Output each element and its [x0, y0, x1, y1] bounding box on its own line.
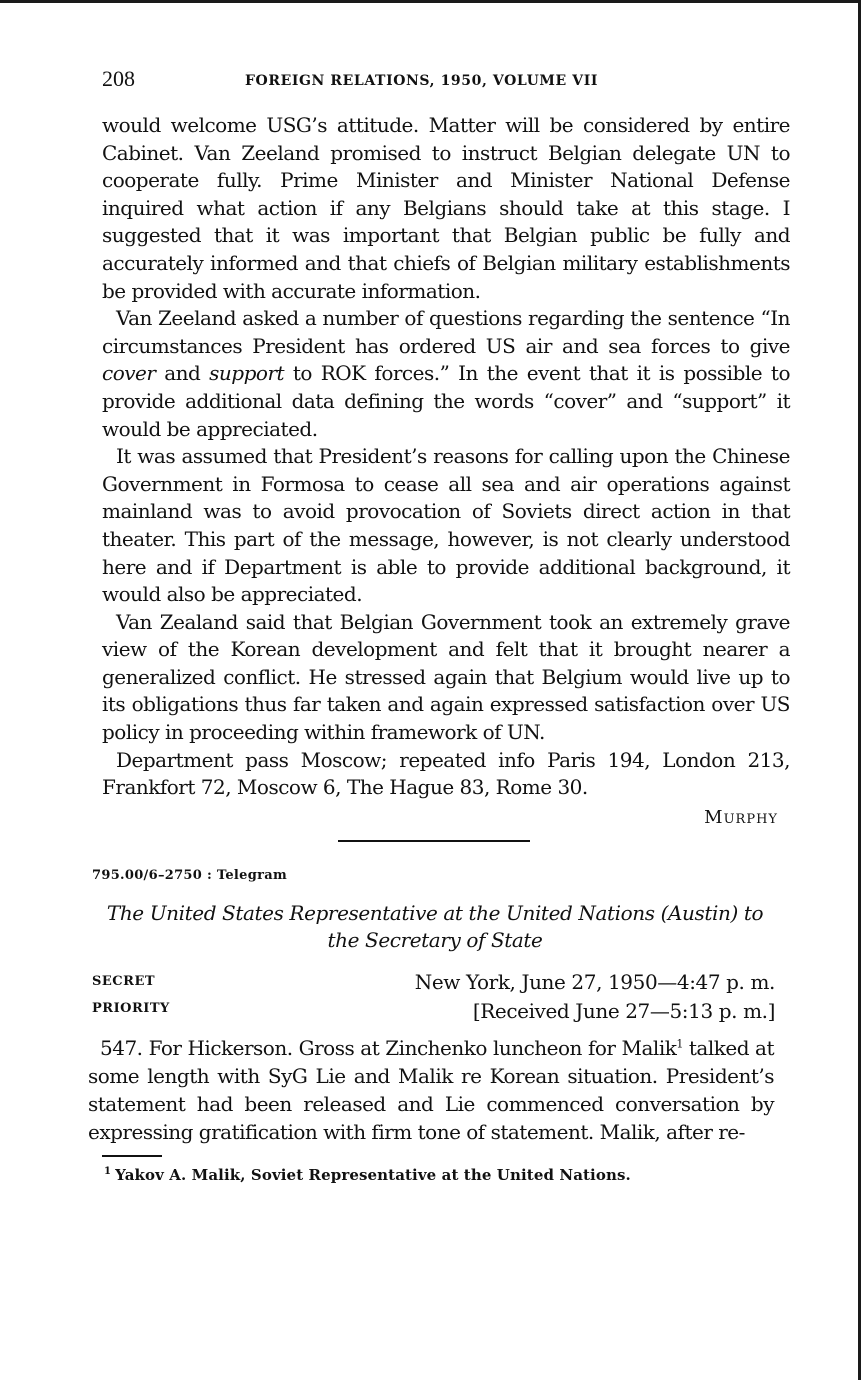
continued-text — [102, 112, 790, 831]
emphasis-cover: cover — [102, 361, 156, 386]
paragraph-text: talked at some length with SyG Lie and Malik re Korean situation. President’s statement had been released and Lie commenced conversation by expressing gratification with firm tone of statement. Malik, after re- — [88, 1036, 774, 1144]
paragraph — [102, 305, 790, 443]
precedence: PRIORITY — [92, 1001, 170, 1016]
paragraph: Van Zealand said that Belgian Government took an extremely grave view of the Korean development and felt that it brought nearer a generalized conflict. He stressed again that Belgium would live up to its obligations thus far taken and again expressed satisfaction over US policy in proceeding within framework of UN. — [102, 609, 790, 745]
emphasis-support: support — [209, 361, 285, 386]
dateline: New York, June 27, 1950—4:47 p. m. — [414, 970, 775, 994]
paragraph-text: 547. For Hickerson. Gross at Zinchenko luncheon for Malik — [100, 1036, 677, 1060]
footnote-mark: 1 — [104, 1166, 112, 1177]
section-divider — [338, 840, 530, 842]
telegram-body — [88, 1034, 774, 1146]
paragraph: It was assumed that President’s reasons for calling upon the Chinese Government in Formosa to cease all sea and air operations against mainland was to avoid provocation of Soviets direct action in that theater. This part of the message, however, is not clearly understood here and if Department is able to provide additional background, it would also be appreciated. — [102, 444, 790, 607]
document-title — [90, 900, 780, 954]
page-edge-top — [0, 0, 861, 3]
footnote-reference[interactable]: 1 — [676, 1037, 683, 1051]
classification: SECRET — [92, 974, 156, 989]
file-number: 795.00/6–2750 : Telegram — [92, 868, 288, 883]
title-line: the Secretary of State — [327, 928, 543, 952]
page-header — [102, 66, 792, 96]
paragraph-text: Van Zeeland asked a number of questions regarding the sentence “In circumstances President has ordered US air and sea forces to give — [102, 306, 790, 358]
running-head: FOREIGN RELATIONS, 1950, VOLUME VII — [245, 73, 598, 89]
page-number: 208 — [102, 66, 135, 91]
received-line: [Received June 27—5:13 p. m.] — [472, 999, 775, 1023]
footnote-text: Yakov A. Malik, Soviet Representative at the United Nations. — [115, 1166, 631, 1184]
paragraph — [88, 1034, 774, 1146]
footnote-rule — [102, 1155, 162, 1157]
paragraph-text: to ROK forces.” In the event that it is possible to provide additional data defining the words “cover” and “support” it would be appreciated. — [102, 361, 790, 441]
signature: Murphy — [704, 806, 778, 828]
title-line: The United States Representative at the United Nations (Austin) to — [106, 901, 764, 925]
paragraph: would welcome USG’s attitude. Matter will be considered by entire Cabinet. Van Zeeland promised to instruct Belgian delegate UN to cooperate fully. Prime Minister and Minister National Defense inquired what action if any Belgians should take at this stage. I suggested that it was important that Belgian public be fully and accurately informed and that chiefs of Belgian military establishments be provided with accurate information. — [102, 113, 790, 303]
paragraph-text: and — [155, 361, 210, 386]
footnote — [104, 1166, 631, 1184]
paragraph: Department pass Moscow; repeated info Paris 194, London 213, Frankfort 72, Moscow 6, The Hague 83, Rome 30. — [102, 747, 790, 800]
